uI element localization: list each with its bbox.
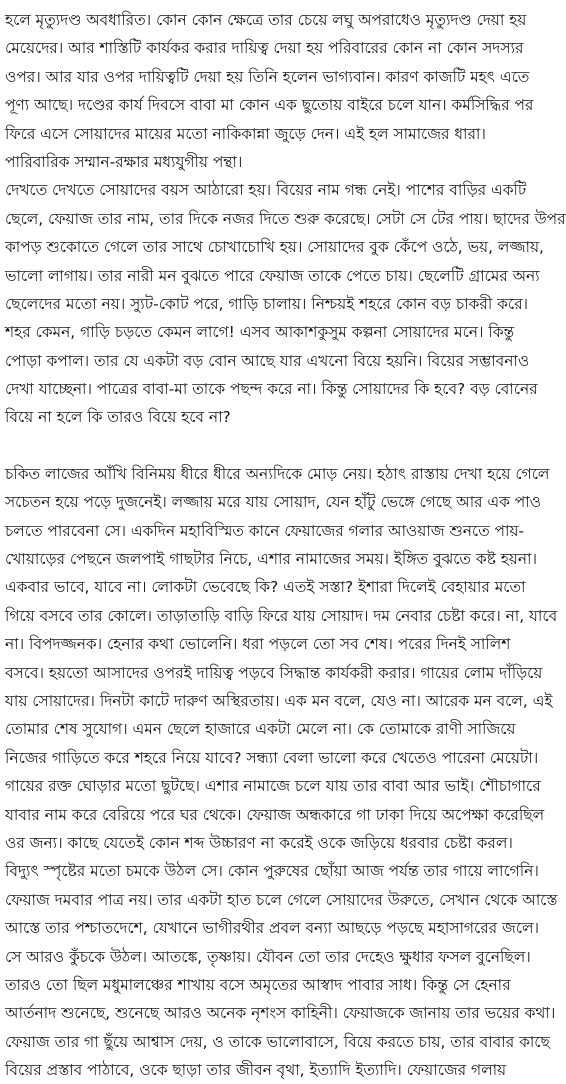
text-line: বিয়ে না হলে কি তারও বিয়ে হবে না?: [5, 408, 231, 427]
text-line: না। বিপদজ্জনক। হেনার কথা ভোলেনি। ধরা পড়লে তো সব শেষ। পরের দিনই সালিশ: [5, 635, 511, 654]
text-line: বসবে। হয়তো আসাদের ওপরই দায়িত্ব পড়বে সিদ্ধান্ত কার্যকরী করার। গায়ের লোম দাঁড়িয়ে: [5, 663, 543, 682]
text-line: সে আরও কুঁচকে উঠল। আতঙ্কে, তৃষ্ণায়। যৌবন তো তার দেহেও ক্ষুধার ফসল বুনেছিল।: [5, 947, 531, 966]
text-line: নিজের গাড়িতে করে শহরে নিয়ে যাবে? সন্ধ্যা বেলা ভালো করে খেতেও পারেনা মেয়েটা।: [5, 748, 539, 767]
text-line: ওপর। আর যার ওপর দায়িত্বটি দেয়া হয় তিনি হলেন ভাগ্যবান। কারণ কাজটি মহৎ এতে: [5, 67, 530, 86]
text-line: ফেয়াজ তার গা ছুঁয়ে আশ্বাস দেয়, ও তাকে ভালোবাসে, বিয়ে করতে চায়, তার বাবার কাছে: [5, 1032, 550, 1051]
text-line: ফেয়াজ দমবার পাত্র নয়। তার একটা হাত চলে গেলে সোয়াদের উরুতে, সেখান থেকে আস্তে: [5, 890, 558, 909]
text-line: দেখা যাচ্ছেনা। পাত্রের বাবা-মা তাকে পছন্দ করে না। কিন্তু সোয়াদের কি হবে? বড় বোনের: [5, 380, 538, 399]
text-line: বিদ্যুৎ স্পৃষ্টের মতো চমকে উঠল সে। কোন পুরুষের ছোঁয়া আজ পর্যন্ত তার গায়ে লাগেনি।: [5, 862, 539, 881]
text-line: ওর জন্য। কাছে যেতেই কোন শব্দ উচ্চারণ না করেই ওকে জড়িয়ে ধরবার চেষ্টা করল।: [5, 833, 513, 852]
text-line: ছেলে, ফেয়াজ তার নাম, তার দিকে নজর দিতে শুরু করেছে। সেটা সে টের পায়। ছাদের উপর: [5, 209, 566, 228]
text-line: সচেতন হয়ে পড়ে দুজনেই। লজ্জায় মরে যায় সোয়াদ, যেন হাঁটু ভেঙ্গে গেছে আর এক পাও: [5, 493, 542, 512]
text-line: পোড়া কপাল। তার যে একটা বড় বোন আছে যার এখনো বিয়ে হয়নি। বিয়ের সম্ভাবনাও: [5, 351, 530, 370]
text-line: পারিবারিক সম্মান-রক্ষার মধ্যযুগীয় পন্থা।: [5, 152, 243, 171]
paragraph-1: [5, 6, 566, 432]
text-line: যাবার নাম করে বেরিয়ে পরে ঘর থেকে। ফেয়াজ অন্ধকারে গা ঢাকা দিয়ে অপেক্ষা করেছিল: [5, 805, 545, 824]
text-line: একবার ভাবে, যাবে না। লোকটা ভেবেছে কি? এতই সস্তা? ইশারা দিলেই বেহায়ার মতো: [5, 578, 526, 597]
text-line: তোমার শেষ সুযোগ। এমন ছেলে হাজারে একটা মেলে না। কে তোমাকে রাণী সাজিয়ে: [5, 720, 516, 739]
text-line: বিয়ের প্রস্তাব পাঠাবে, ওকে ছাড়া তার জীবন বৃথা, ইত্যাদি ইত্যাদি। ফেয়াজের গলায়: [5, 1061, 507, 1080]
text-line: শহর কেমন, গাড়ি চড়তে কেমন লাগে! এসব আকাশকুসুম কল্পনা সোয়াদের মনে। কিন্তু: [5, 323, 515, 342]
text-line: ছেলেদের মতো নয়। স্যুট-কোট পরে, গাড়ি চালায়। নিশ্চয়ই শহরে কোন বড় চাকরী করে।: [5, 294, 529, 313]
text-line: দেখতে দেখতে সোয়াদের বয়স আঠারো হয়। বিয়ের নাম গন্ধ নেই। পাশের বাড়ির একটি: [5, 181, 527, 200]
text-line: গিয়ে বসবে তার কোলে। তাড়াতাড়ি বাড়ি ফিরে যায় সোয়াদ। দম নেবার চেষ্টা করে। না, যাবে: [5, 606, 558, 625]
text-line: হলে মৃত্যুদণ্ড অবধারিত। কোন কোন ক্ষেত্রে তার চেয়ে লঘু অপরাধেও মৃত্যুদণ্ড দেয়া হয়: [5, 11, 527, 29]
text-line: খোয়াড়ের পেছনে জলপাই গাছটার নিচে, এশার নামাজের সময়। ইঙ্গিত বুঝতে কষ্ট হয়না।: [5, 550, 538, 569]
text-line: গায়ের রক্ত ঘোড়ার মতো ছুটছে। এশার নামাজে চলে যায় তার বাবা আর ভাই। শৌচাগারে: [5, 777, 541, 796]
text-line: ভালো লাগায়। তার নারী মন বুঝতে পারে ফেয়াজ তাকে পেতে চায়। ছেলেটি গ্রামের অন্য: [5, 266, 540, 285]
text-line: আস্তে তার পশ্চাতদেশে, যেখানে ভাগীরথীর প্রবল বন্যা আছড়ে পড়ছে মহাসাগরের জলে।: [5, 919, 539, 938]
text-line: পূণ্য আছে। দণ্ডের কার্য দিবসে বাবা মা কোন এক ছুতোয় বাইরে চলে যান। কর্মসিদ্ধির পর: [5, 96, 534, 115]
text-line: আর্তনাদ শুনেছে, শুনেছে আরও অনেক নৃশংস কাহিনী। ফেয়াজকে জানায় তার ভয়ের কথা।: [5, 1004, 556, 1023]
paragraph-2: [5, 460, 558, 1084]
text-line: চলতে পারবেনা সে। একদিন মহাবিস্মিত কানে ফেয়াজের গলার আওয়াজ শুনতে পায়-: [5, 521, 525, 540]
text-line: মেয়েদের। আর শাস্তিটি কার্যকর করার দায়িত্ব দেয়া হয় পরিবারের কোন না কোন সদস্যর: [5, 39, 524, 58]
text-line: চকিত লাজের আঁখি বিনিময় ধীরে ধীরে অন্যদিকে মোড় নেয়। হঠাৎ রাস্তায় দেখা হয়ে গেলে: [5, 464, 550, 483]
text-line: ফিরে এসে সোয়াদের মায়ের মতো নাকিকান্না জুড়ে দেন। এই হল সামাজের ধারা।: [5, 124, 486, 143]
text-line: কাপড় শুকোতে গেলে তার সাথে চোখাচোখি হয়। সোয়াদের বুক কেঁপে ওঠে, ভয়, লজ্জায়,: [5, 238, 544, 257]
paragraph-spacer: [5, 432, 542, 460]
text-line: যায় সোয়াদের। দিনটা কাটে দারুণ অস্থিরতায়। এক মন বলে, যেও না। আরেক মন বলে, এই: [5, 691, 553, 710]
text-line: তারও তো ছিল মধুমালঞ্চের শাখায় বসে অমৃতের আস্বাদ পাবার সাধ। কিন্তু সে হেনার: [5, 975, 511, 994]
